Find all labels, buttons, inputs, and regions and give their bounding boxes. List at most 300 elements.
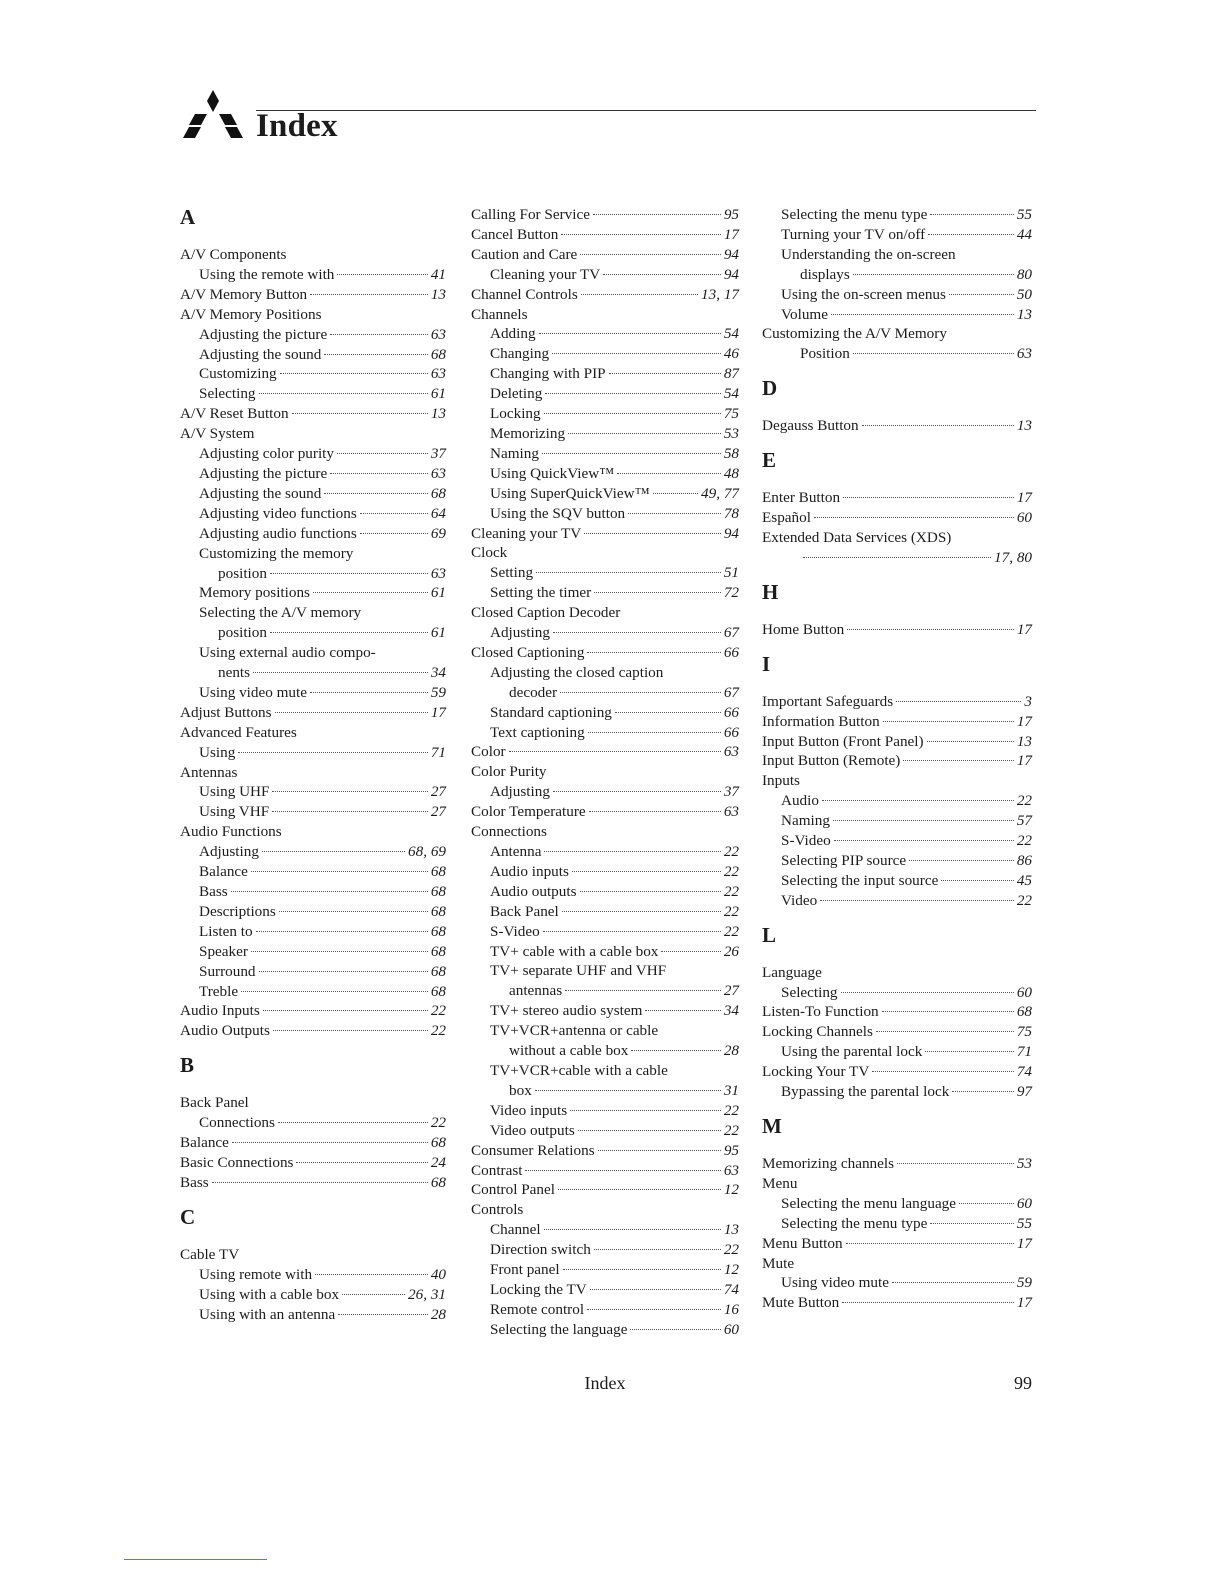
entry-label: Using remote with bbox=[199, 1265, 313, 1283]
dot-leader bbox=[598, 1150, 721, 1151]
entry-label: Selecting the language bbox=[490, 1320, 628, 1338]
dot-leader bbox=[843, 497, 1014, 498]
page-ref: 3 bbox=[1024, 692, 1032, 710]
page-ref: 63 bbox=[430, 325, 446, 343]
page-ref: 22 bbox=[1016, 832, 1032, 850]
dot-leader bbox=[360, 513, 428, 514]
index-entry bbox=[762, 225, 1032, 245]
index-entry bbox=[762, 488, 1032, 508]
dot-leader bbox=[539, 333, 721, 334]
index-heading: Menu bbox=[762, 1174, 798, 1192]
index-entry bbox=[180, 982, 446, 1002]
index-entry bbox=[471, 1300, 739, 1320]
entry-label: TV+ stereo audio system bbox=[490, 1002, 643, 1020]
page-ref: 49, 77 bbox=[701, 484, 739, 502]
entry-label: Mute Button bbox=[762, 1294, 840, 1312]
entry-label: Text captioning bbox=[490, 723, 585, 741]
dot-leader bbox=[941, 880, 1013, 881]
page-ref: 68 bbox=[430, 863, 446, 881]
dot-leader bbox=[872, 1071, 1014, 1072]
page-ref: 63 bbox=[723, 1161, 739, 1179]
section-letter: L bbox=[762, 922, 777, 947]
entry-label: Basic Connections bbox=[180, 1153, 294, 1171]
section-letter: C bbox=[180, 1204, 196, 1229]
dot-leader bbox=[262, 851, 405, 852]
index-column-1 bbox=[180, 205, 446, 1324]
bottom-rule bbox=[124, 1559, 267, 1560]
dot-leader bbox=[590, 1289, 721, 1290]
entry-label: Selecting bbox=[199, 385, 256, 403]
dot-leader bbox=[324, 493, 427, 494]
entry-label: Setting the timer bbox=[490, 584, 592, 602]
index-entry bbox=[471, 902, 739, 922]
entry-label: Enter Button bbox=[762, 489, 841, 507]
dot-leader bbox=[278, 1122, 428, 1123]
dot-leader bbox=[536, 572, 721, 573]
index-entry bbox=[762, 811, 1032, 831]
dot-leader bbox=[584, 533, 721, 534]
entry-label: Adding bbox=[490, 325, 536, 343]
dot-leader bbox=[253, 672, 428, 673]
dot-leader bbox=[256, 931, 428, 932]
page-ref: 22 bbox=[1016, 792, 1032, 810]
section-letter: H bbox=[762, 579, 779, 604]
page-ref: 63 bbox=[430, 464, 446, 482]
dot-leader bbox=[273, 1030, 428, 1031]
dot-leader bbox=[565, 990, 721, 991]
dot-leader bbox=[842, 1302, 1014, 1303]
page-ref: 54 bbox=[723, 385, 739, 403]
entry-label: Adjusting bbox=[490, 624, 550, 642]
entry-label: Audio Inputs bbox=[180, 1002, 260, 1020]
dot-leader bbox=[883, 721, 1014, 722]
dot-leader bbox=[928, 234, 1014, 235]
page-ref: 13 bbox=[1016, 305, 1032, 323]
index-entry bbox=[180, 703, 446, 723]
dot-leader bbox=[259, 393, 428, 394]
index-column-2 bbox=[471, 205, 739, 1340]
dot-leader bbox=[545, 393, 721, 394]
page-ref: 17 bbox=[1016, 752, 1032, 770]
index-entry bbox=[180, 1113, 446, 1133]
entry-label: antennas bbox=[509, 982, 563, 1000]
index-entry bbox=[180, 882, 446, 902]
entry-label: Audio outputs bbox=[490, 882, 577, 900]
entry-label: Calling For Service bbox=[471, 206, 590, 223]
page-ref: 17 bbox=[1016, 620, 1032, 638]
page-ref: 71 bbox=[1016, 1043, 1032, 1061]
index-entry bbox=[471, 1320, 739, 1340]
index-entry bbox=[180, 1305, 446, 1325]
entry-label: Locking Your TV bbox=[762, 1063, 870, 1081]
page-ref: 74 bbox=[1016, 1063, 1032, 1081]
dot-leader bbox=[661, 951, 720, 952]
index-entry bbox=[471, 1001, 739, 1021]
entry-label: position bbox=[218, 624, 267, 642]
section-letter: D bbox=[762, 376, 778, 401]
index-heading: TV+VCR+cable with a cable bbox=[490, 1061, 668, 1079]
page-ref: 26 bbox=[723, 942, 739, 960]
index-entry bbox=[762, 265, 1032, 285]
index-entry bbox=[180, 1021, 446, 1041]
entry-label: Cancel Button bbox=[471, 225, 559, 243]
section-letter: A bbox=[180, 205, 196, 229]
index-entry bbox=[471, 205, 739, 225]
index-entry bbox=[762, 1082, 1032, 1102]
page-ref: 17 bbox=[723, 225, 739, 243]
index-entry bbox=[762, 344, 1032, 364]
index-entry bbox=[180, 663, 446, 683]
entry-label: Connections bbox=[199, 1114, 275, 1132]
page-ref: 12 bbox=[723, 1181, 739, 1199]
index-entry bbox=[180, 325, 446, 345]
page-ref: 57 bbox=[1016, 812, 1032, 830]
entry-label: Information Button bbox=[762, 712, 880, 730]
index-entry bbox=[762, 1154, 1032, 1174]
dot-leader bbox=[315, 1274, 428, 1275]
dot-leader bbox=[535, 1090, 721, 1091]
entry-label: without a cable box bbox=[509, 1042, 629, 1060]
entry-label: Direction switch bbox=[490, 1241, 591, 1259]
page-ref: 60 bbox=[1016, 509, 1032, 527]
dot-leader bbox=[909, 860, 1014, 861]
dot-leader bbox=[509, 751, 721, 752]
page-ref: 95 bbox=[723, 206, 739, 223]
index-entry bbox=[471, 464, 739, 484]
dot-leader bbox=[897, 1163, 1014, 1164]
dot-leader bbox=[927, 741, 1014, 742]
entry-label: Standard captioning bbox=[490, 703, 612, 721]
index-entry bbox=[471, 364, 739, 384]
dot-leader bbox=[925, 1051, 1014, 1052]
index-entry bbox=[180, 444, 446, 464]
page-ref: 61 bbox=[430, 385, 446, 403]
entry-label: Selecting the input source bbox=[781, 871, 939, 889]
entry-label: Memory positions bbox=[199, 584, 310, 602]
entry-label: Customizing bbox=[199, 365, 277, 383]
index-entry bbox=[180, 345, 446, 365]
dot-leader bbox=[544, 413, 721, 414]
page-ref: 22 bbox=[430, 1002, 446, 1020]
page-title: Index bbox=[256, 108, 338, 144]
entry-label: decoder bbox=[509, 683, 558, 701]
page-ref: 13, 17 bbox=[701, 285, 739, 303]
index-entry bbox=[471, 922, 739, 942]
dot-leader bbox=[338, 1314, 428, 1315]
index-entry bbox=[762, 305, 1032, 325]
entry-label: Surround bbox=[199, 962, 256, 980]
entry-label: Adjusting color purity bbox=[199, 445, 334, 463]
page-ref: 13 bbox=[1016, 417, 1032, 435]
dot-leader bbox=[833, 820, 1014, 821]
entry-label: Cleaning your TV bbox=[471, 524, 582, 542]
page-ref: 68 bbox=[430, 902, 446, 920]
dot-leader bbox=[568, 433, 721, 434]
index-entry bbox=[471, 1101, 739, 1121]
page-ref: 63 bbox=[723, 743, 739, 761]
page-ref: 94 bbox=[723, 245, 739, 263]
index-heading: Cable TV bbox=[180, 1245, 240, 1263]
page-ref: 67 bbox=[723, 624, 739, 642]
entry-label: Audio Outputs bbox=[180, 1022, 270, 1040]
dot-leader bbox=[570, 1110, 721, 1111]
dot-leader bbox=[930, 1223, 1013, 1224]
page-ref: 60 bbox=[723, 1320, 739, 1338]
index-entry bbox=[180, 265, 446, 285]
index-entry bbox=[471, 424, 739, 444]
page-ref: 50 bbox=[1016, 285, 1032, 303]
index-entry bbox=[762, 285, 1032, 305]
index-heading: TV+ separate UHF and VHF bbox=[490, 962, 667, 980]
page-ref: 17 bbox=[1016, 1294, 1032, 1312]
entry-label: Español bbox=[762, 509, 811, 527]
index-entry bbox=[471, 1081, 739, 1101]
index-entry bbox=[471, 1121, 739, 1141]
index-entry bbox=[471, 1260, 739, 1280]
index-entry bbox=[180, 384, 446, 404]
dot-leader bbox=[238, 752, 428, 753]
index-entry bbox=[762, 871, 1032, 891]
entry-label: Selecting bbox=[781, 983, 838, 1001]
page-ref: 61 bbox=[430, 584, 446, 602]
page-ref: 13 bbox=[723, 1221, 739, 1239]
index-entry bbox=[471, 444, 739, 464]
index-entry bbox=[762, 1002, 1032, 1022]
entry-label: Using the remote with bbox=[199, 265, 335, 283]
entry-label: S-Video bbox=[781, 832, 831, 850]
entry-label: position bbox=[218, 564, 267, 582]
index-entry bbox=[762, 692, 1032, 712]
dot-leader bbox=[853, 274, 1014, 275]
dot-leader bbox=[212, 1182, 428, 1183]
index-entry bbox=[471, 643, 739, 663]
page-ref: 28 bbox=[723, 1042, 739, 1060]
entry-label: Bass bbox=[180, 1173, 209, 1191]
index-entry bbox=[180, 564, 446, 584]
entry-label: Selecting PIP source bbox=[781, 851, 907, 869]
index-heading: TV+VCR+antenna or cable bbox=[490, 1022, 659, 1040]
page-ref: 66 bbox=[723, 723, 739, 741]
page-ref: 75 bbox=[1016, 1023, 1032, 1041]
dot-leader bbox=[542, 453, 721, 454]
dot-leader bbox=[587, 1309, 721, 1310]
dot-leader bbox=[562, 911, 721, 912]
entry-label: Antenna bbox=[490, 843, 542, 860]
dot-leader bbox=[594, 592, 721, 593]
page-ref: 74 bbox=[723, 1280, 739, 1298]
entry-label: Adjusting bbox=[490, 783, 550, 801]
index-entry bbox=[180, 1001, 446, 1021]
dot-leader bbox=[578, 1130, 721, 1131]
entry-label: Selecting the menu type bbox=[781, 1214, 928, 1232]
index-entry bbox=[471, 1141, 739, 1161]
index-heading: Customizing the A/V Memory bbox=[762, 325, 947, 343]
entry-label: Naming bbox=[490, 444, 539, 462]
dot-leader bbox=[631, 1050, 720, 1051]
dot-leader bbox=[862, 425, 1014, 426]
entry-label: Adjusting the picture bbox=[199, 464, 328, 482]
page-ref: 46 bbox=[723, 345, 739, 363]
entry-label: Listen-To Function bbox=[762, 1003, 879, 1021]
entry-label: Adjust Buttons bbox=[180, 703, 272, 721]
entry-label: box bbox=[509, 1081, 532, 1099]
page-ref: 48 bbox=[723, 464, 739, 482]
dot-leader bbox=[270, 573, 428, 574]
index-entry bbox=[180, 364, 446, 384]
dot-leader bbox=[587, 652, 720, 653]
index-entry bbox=[762, 416, 1032, 436]
dot-leader bbox=[279, 911, 428, 912]
entry-label: Using video mute bbox=[199, 683, 307, 701]
page-ref: 16 bbox=[723, 1300, 739, 1318]
index-entry bbox=[180, 583, 446, 603]
entry-label: Using QuickView™ bbox=[490, 464, 615, 482]
page-ref: 75 bbox=[723, 405, 739, 423]
page-ref: 22 bbox=[723, 1241, 739, 1259]
index-entry bbox=[762, 1194, 1032, 1214]
index-entry bbox=[180, 484, 446, 504]
index-entry bbox=[762, 508, 1032, 528]
page-ref: 22 bbox=[1016, 891, 1032, 909]
dot-leader bbox=[561, 234, 720, 235]
dot-leader bbox=[803, 557, 991, 558]
index-heading: Color Purity bbox=[471, 763, 547, 781]
index-heading: A/V System bbox=[180, 425, 255, 443]
index-entry bbox=[762, 1042, 1032, 1062]
entry-label: Bass bbox=[199, 883, 228, 900]
page-ref: 13 bbox=[430, 405, 446, 423]
dot-leader bbox=[628, 513, 721, 514]
page-ref: 22 bbox=[723, 1121, 739, 1139]
page-ref: 86 bbox=[1016, 851, 1032, 869]
entry-label: Caution and Care bbox=[471, 245, 578, 263]
dot-leader bbox=[553, 791, 721, 792]
page-ref: 68 bbox=[1016, 1003, 1032, 1021]
dot-leader bbox=[270, 632, 428, 633]
index-entry bbox=[471, 1220, 739, 1240]
entry-label: TV+ cable with a cable box bbox=[490, 942, 659, 960]
dot-leader bbox=[653, 493, 699, 494]
dot-leader bbox=[952, 1091, 1014, 1092]
page-ref: 59 bbox=[1016, 1274, 1032, 1292]
entry-label: Balance bbox=[199, 863, 248, 881]
entry-label: Changing with PIP bbox=[490, 365, 606, 383]
dot-leader bbox=[903, 760, 1013, 761]
dot-leader bbox=[337, 453, 428, 454]
index-entry bbox=[180, 1133, 446, 1153]
entry-label: Adjusting the sound bbox=[199, 484, 322, 502]
index-entry bbox=[180, 802, 446, 822]
index-entry bbox=[471, 404, 739, 424]
index-entry bbox=[471, 563, 739, 583]
page-ref: 71 bbox=[430, 743, 446, 761]
dot-leader bbox=[580, 254, 721, 255]
page-ref: 55 bbox=[1016, 1214, 1032, 1232]
entry-label: A/V Memory Button bbox=[180, 285, 308, 303]
page-ref: 37 bbox=[723, 783, 739, 801]
index-heading: Audio Functions bbox=[180, 823, 282, 841]
page-ref: 63 bbox=[723, 803, 739, 821]
index-entry bbox=[762, 983, 1032, 1003]
index-entry bbox=[471, 683, 739, 703]
page-ref: 28 bbox=[430, 1305, 446, 1323]
page-ref: 58 bbox=[723, 444, 739, 462]
index-entry bbox=[180, 504, 446, 524]
page-ref: 63 bbox=[430, 564, 446, 582]
page-ref: 68 bbox=[430, 484, 446, 502]
index-entry bbox=[180, 1285, 446, 1305]
index-entry bbox=[471, 384, 739, 404]
entry-label: displays bbox=[800, 265, 850, 283]
entry-label: Input Button (Remote) bbox=[762, 752, 901, 770]
index-entry bbox=[471, 981, 739, 1001]
dot-leader bbox=[272, 811, 428, 812]
entry-label: Using with a cable box bbox=[199, 1285, 340, 1303]
dot-leader bbox=[259, 971, 428, 972]
dot-leader bbox=[313, 592, 428, 593]
entry-label: Color Temperature bbox=[471, 803, 586, 821]
dot-leader bbox=[292, 413, 428, 414]
index-entry bbox=[762, 620, 1032, 640]
entry-label: Input Button (Front Panel) bbox=[762, 732, 924, 750]
entry-label: Using SuperQuickView™ bbox=[490, 484, 650, 502]
index-entry bbox=[762, 791, 1032, 811]
index-entry bbox=[180, 782, 446, 802]
page-ref: 68 bbox=[430, 345, 446, 363]
page-ref: 13 bbox=[430, 285, 446, 303]
index-heading: Clock bbox=[471, 544, 508, 562]
page-ref: 17 bbox=[1016, 712, 1032, 730]
entry-label: Using video mute bbox=[781, 1274, 889, 1292]
index-heading: Connections bbox=[471, 823, 547, 841]
page-ref: 45 bbox=[1016, 871, 1032, 889]
dot-leader bbox=[280, 373, 428, 374]
entry-label: Changing bbox=[490, 345, 550, 363]
entry-label: Position bbox=[800, 345, 850, 363]
index-column-3 bbox=[762, 205, 1032, 1313]
page-ref: 24 bbox=[430, 1153, 446, 1171]
index-entry bbox=[180, 743, 446, 763]
section-letter: B bbox=[180, 1053, 195, 1078]
dot-leader bbox=[324, 354, 427, 355]
dot-leader bbox=[572, 871, 721, 872]
index-entry bbox=[762, 1293, 1032, 1313]
page-ref: 22 bbox=[430, 1114, 446, 1132]
index-entry bbox=[762, 732, 1032, 752]
dot-leader bbox=[558, 1189, 721, 1190]
dot-leader bbox=[831, 314, 1014, 315]
page-ref: 27 bbox=[430, 783, 446, 801]
index-heading: Selecting the A/V memory bbox=[199, 604, 362, 622]
dot-leader bbox=[609, 373, 721, 374]
dot-leader bbox=[272, 791, 427, 792]
dot-leader bbox=[630, 1329, 720, 1330]
dot-leader bbox=[231, 891, 428, 892]
index-entry bbox=[180, 862, 446, 882]
dot-leader bbox=[251, 871, 428, 872]
dot-leader bbox=[581, 294, 698, 295]
index-entry bbox=[180, 285, 446, 305]
dot-leader bbox=[847, 629, 1014, 630]
index-entry bbox=[471, 882, 739, 902]
index-heading: A/V Memory Positions bbox=[180, 305, 322, 323]
entry-label: Closed Captioning bbox=[471, 643, 585, 661]
index-entry bbox=[762, 891, 1032, 911]
index-entry bbox=[180, 842, 446, 862]
dot-leader bbox=[241, 991, 428, 992]
entry-label: Control Panel bbox=[471, 1181, 555, 1199]
entry-label: Selecting the menu type bbox=[781, 206, 928, 223]
